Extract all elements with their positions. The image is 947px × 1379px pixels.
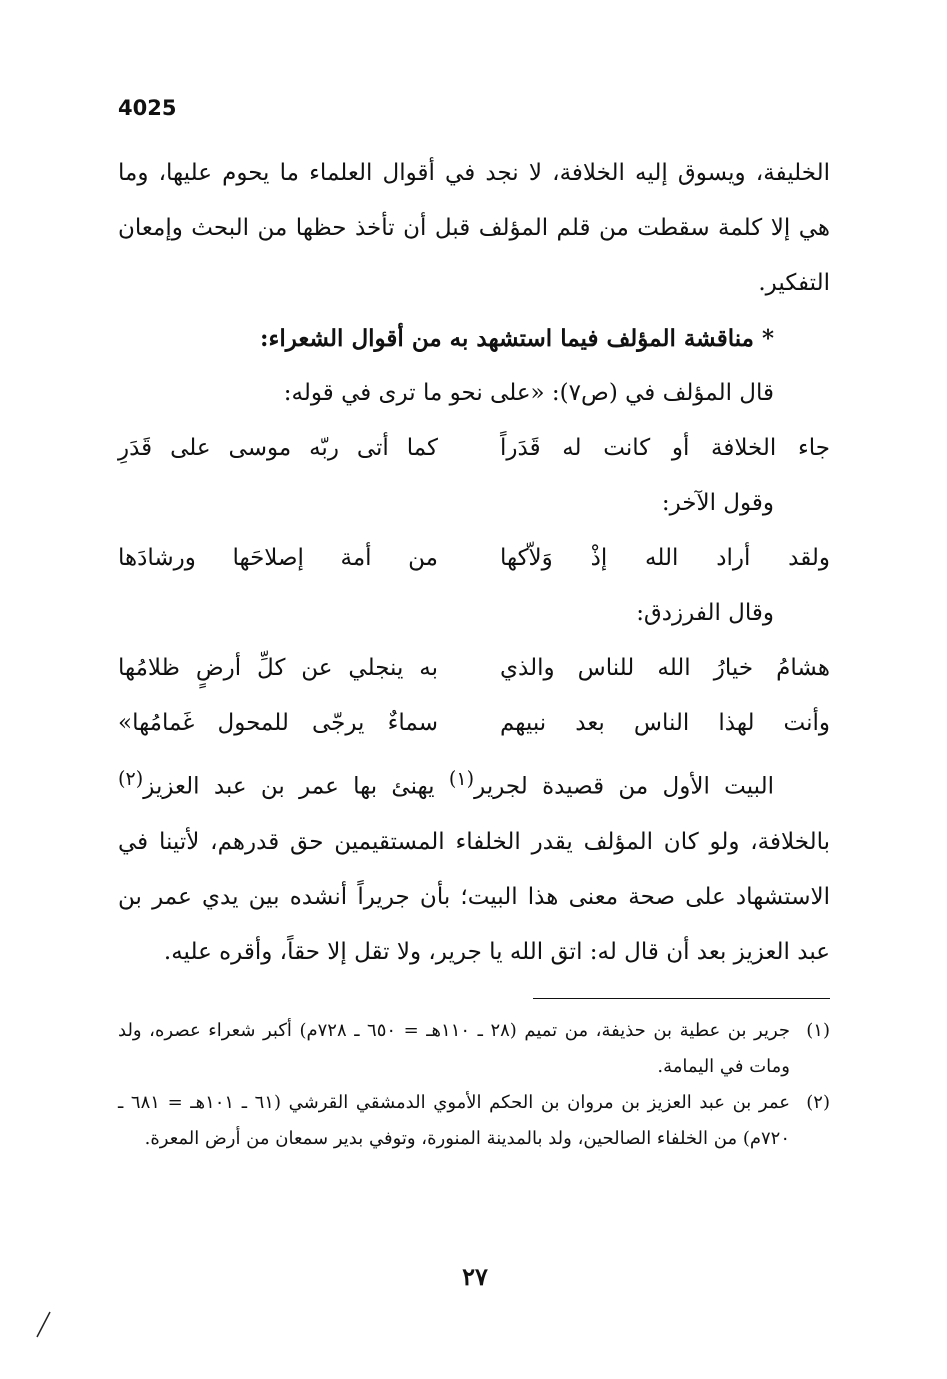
verse-2-second-hemistich: من أمة إصلاحَها ورشادَها <box>118 545 438 571</box>
quote-intro: قال المؤلف في (ص٧): «على نحو ما ترى في قوله: <box>283 380 774 406</box>
verse-1-first-hemistich: جاء الخلافة أو كانت له قَدَراً <box>500 435 830 461</box>
footnote-1-number: (١) <box>806 1020 830 1041</box>
farazdaq-label: وقال الفرزدق: <box>636 600 774 626</box>
verse-4-first-hemistich: وأنت لهذا الناس بعد نبيهم <box>500 710 830 736</box>
verse-4 <box>118 696 830 751</box>
paragraph-2-part-b: يهنئ بها عمر بن عبد العزيز <box>143 773 449 800</box>
footnote-divider <box>533 998 830 999</box>
verse-2 <box>118 531 830 586</box>
other-poet-label: وقول الآخر: <box>661 490 774 516</box>
paragraph-1: الخليفة، ويسوق إليه الخلافة، لا نجد في أقوال العلماء ما يحوم عليها، وما هي إلا كلمة سقطت من قلم المؤلف قبل أن تأخذ حظها من البحث وإمعان التفكير. <box>118 160 830 296</box>
verse-4-second-hemistich: سماءٌ يرجّى للمحول غَمامُها» <box>118 710 438 736</box>
footnote-1 <box>118 1013 830 1085</box>
footnote-ref-1[interactable]: (١) <box>448 767 475 790</box>
footnote-1-text: جرير بن عطية بن حذيفة، من تميم (٢٨ ـ ١١٠هـ = ٦٥٠ ـ ٧٢٨م) أكبر شعراء عصره، ولد ومات في اليمامة. <box>118 1020 791 1077</box>
paragraph-2-part-c: بالخلافة، ولو كان المؤلف يقدر الخلفاء المستقيمين حق قدرهم، لأتينا في الاستشهاد على صحة معنى هذا البيت؛ بأن جريراً أنشده بين يدي عمر بن عبد العزيز بعد أن قال له: اتق الله يا جرير، ولا تقل إلا حقاً، وأقره عليه. <box>118 828 830 965</box>
verse-3 <box>118 641 830 696</box>
page-footer-number: ٢٧ <box>462 1262 488 1291</box>
footnote-2-number: (٢) <box>806 1092 830 1113</box>
page-header-number: 4025 <box>118 96 177 120</box>
paragraph-2-part-a: البيت الأول من قصيدة لجرير <box>474 773 775 800</box>
verse-2-first-hemistich: ولقد أراد الله إذْ وَلاّكها <box>500 545 830 571</box>
pen-stroke-mark <box>34 1310 54 1340</box>
footnotes <box>118 1013 830 1157</box>
footnote-2-text: عمر بن عبد العزيز بن مروان بن الحكم الأموي الدمشقي القرشي (٦١ ـ ١٠١هـ = ٦٨١ ـ ٧٢٠م) من الخلفاء الصالحين، ولد بالمدينة المنورة، وتوفي بدير سمعان من أرض المعرة. <box>118 1092 791 1149</box>
verse-1-second-hemistich: كما أتى ربّه موسى على قَدَرِ <box>118 435 438 461</box>
verse-1 <box>118 421 830 476</box>
main-text <box>118 146 830 980</box>
footnote-2 <box>118 1085 830 1157</box>
paragraph-2 <box>118 751 830 980</box>
section-heading: * مناقشة المؤلف فيما استشهد به من أقوال الشعراء: <box>260 325 774 352</box>
verse-3-first-hemistich: هشامُ خيارُ الله للناس والذي <box>500 655 830 681</box>
verse-3-second-hemistich: به ينجلي عن كلِّ أرضٍ ظلامُها <box>118 655 438 681</box>
footnote-ref-2[interactable]: (٢) <box>118 767 144 790</box>
